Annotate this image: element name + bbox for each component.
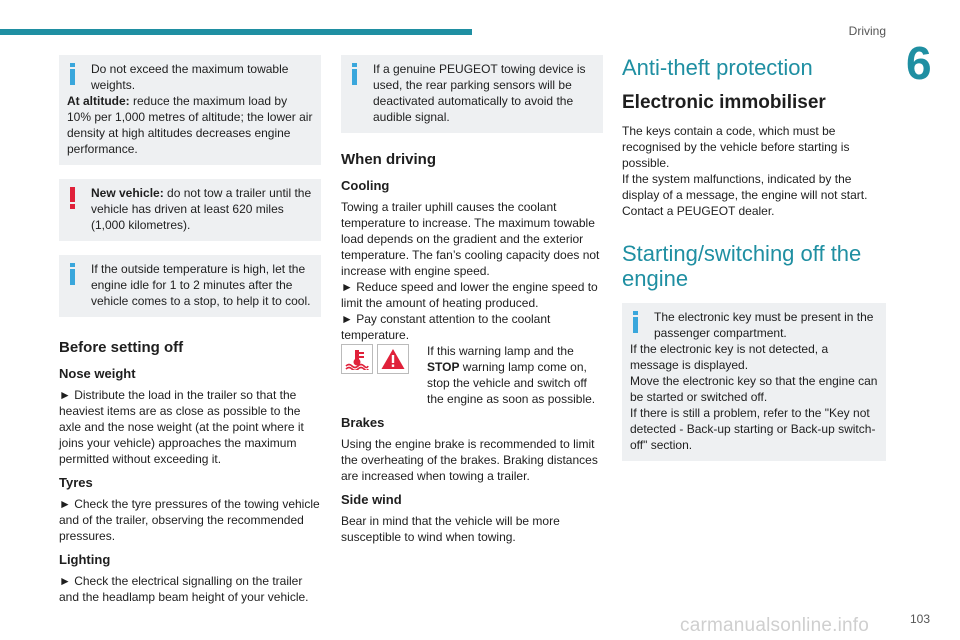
- info-lead: The electronic key must be present in the passenger compartment.: [654, 310, 874, 340]
- column-2: [341, 55, 603, 551]
- heading-anti-theft-protection: Anti-theft protection: [622, 55, 813, 80]
- warning-text: New vehicle: do not tow a trailer until the vehicle has driven at least 620 miles (1,000 kilometres).: [91, 186, 312, 232]
- section-title: Driving: [848, 24, 886, 38]
- info-lead: If the outside temperature is high, let the engine idle for 1 to 2 minutes after the vehicle comes to a stop, to help it to cool.: [91, 262, 311, 308]
- heading-brakes: Brakes: [341, 415, 385, 430]
- heading-tyres: Tyres: [59, 475, 93, 490]
- side-wind-text: Bear in mind that the vehicle will be more susceptible to wind when towing.: [341, 514, 560, 544]
- column-3: [622, 55, 886, 475]
- page-number: 103: [909, 612, 930, 626]
- coolant-temperature-warning-icon: [341, 344, 373, 374]
- column-1: [59, 55, 321, 611]
- warning-icon: [69, 187, 75, 209]
- cooling-bullet-1: ► Reduce speed and lower the engine speed to limit the amount of heating produced.: [341, 280, 598, 310]
- watermark: carmanualsonline.info: [680, 615, 870, 636]
- warning-lamp-note: [341, 343, 603, 407]
- chapter-number: 6: [906, 37, 932, 89]
- lighting-text: ► Check the electrical signalling on the trailer and the headlamp beam height of your vehicle.: [59, 574, 309, 604]
- move-key-text: Move the electronic key so that the engine can be started or switched off.: [630, 374, 878, 404]
- heading-when-driving: When driving: [341, 151, 436, 168]
- top-accent-bar: [0, 29, 472, 35]
- heading-before-setting-off: Before setting off: [59, 339, 184, 356]
- backup-reference-text: If there is still a problem, refer to the "Key not detected - Back-up starting or Back-up switch-off" section.: [630, 406, 876, 452]
- info-box-towable-weights: [59, 55, 321, 165]
- tyres-text: ► Check the tyre pressures of the towing vehicle and of the trailer, observing the recommended pressures.: [59, 497, 320, 543]
- heading-starting-switching-off: Starting/switching off the engine: [622, 241, 862, 291]
- stop-warning-triangle-icon: [377, 344, 409, 374]
- immobiliser-text-2: If the system malfunctions, indicated by the display of a message, the engine will not start.: [622, 172, 868, 202]
- info-box-electronic-key: [622, 303, 886, 461]
- heading-side-wind: Side wind: [341, 492, 402, 507]
- key-not-detected-text: If the electronic key is not detected, a message is displayed.: [630, 342, 829, 372]
- immobiliser-text-1: The keys contain a code, which must be recognised by the vehicle before starting is possible.: [622, 124, 850, 170]
- heading-cooling: Cooling: [341, 178, 390, 193]
- info-box-outside-temperature: [59, 255, 321, 317]
- warning-lamp-text: If this warning lamp and the STOP warning lamp come on, stop the vehicle and switch off the engine as soon as possible.: [427, 344, 596, 406]
- info-icon: [632, 311, 638, 333]
- cooling-text: Towing a trailer uphill causes the coolant temperature to increase. The maximum towable load depends on the gradient and the exterior temperature. The fan’s cooling capacity does not increase with engine speed.: [341, 200, 600, 278]
- info-lead: Do not exceed the maximum towable weights.: [91, 62, 289, 92]
- warning-box-new-vehicle: [59, 179, 321, 241]
- info-box-towing-device: [341, 55, 603, 133]
- brakes-text: Using the engine brake is recommended to limit the overheating of the brakes. Braking distances are increased when towing a trailer.: [341, 437, 598, 483]
- info-icon: [69, 63, 75, 85]
- altitude-note: At altitude: reduce the maximum load by 10% per 1,000 metres of altitude; the lower air density at high altitudes decreases engine performance.: [67, 94, 313, 156]
- nose-weight-text: ► Distribute the load in the trailer so that the heaviest items are as close as possible to the axle and the nose weight (at the point where it joins your vehicle) approaches the maximum permitted without exceeding it.: [59, 388, 304, 466]
- warning-lamps: [341, 344, 409, 374]
- immobiliser-text-3: Contact a PEUGEOT dealer.: [622, 204, 775, 218]
- heading-electronic-immobiliser: Electronic immobiliser: [622, 92, 826, 113]
- info-lead: If a genuine PEUGEOT towing device is used, the rear parking sensors will be deactivated automatically to avoid the audible signal.: [373, 62, 586, 124]
- info-icon: [351, 63, 357, 85]
- heading-nose-weight: Nose weight: [59, 366, 136, 381]
- heading-lighting: Lighting: [59, 552, 111, 567]
- info-icon: [69, 263, 75, 285]
- cooling-bullet-2: ► Pay constant attention to the coolant temperature.: [341, 312, 551, 342]
